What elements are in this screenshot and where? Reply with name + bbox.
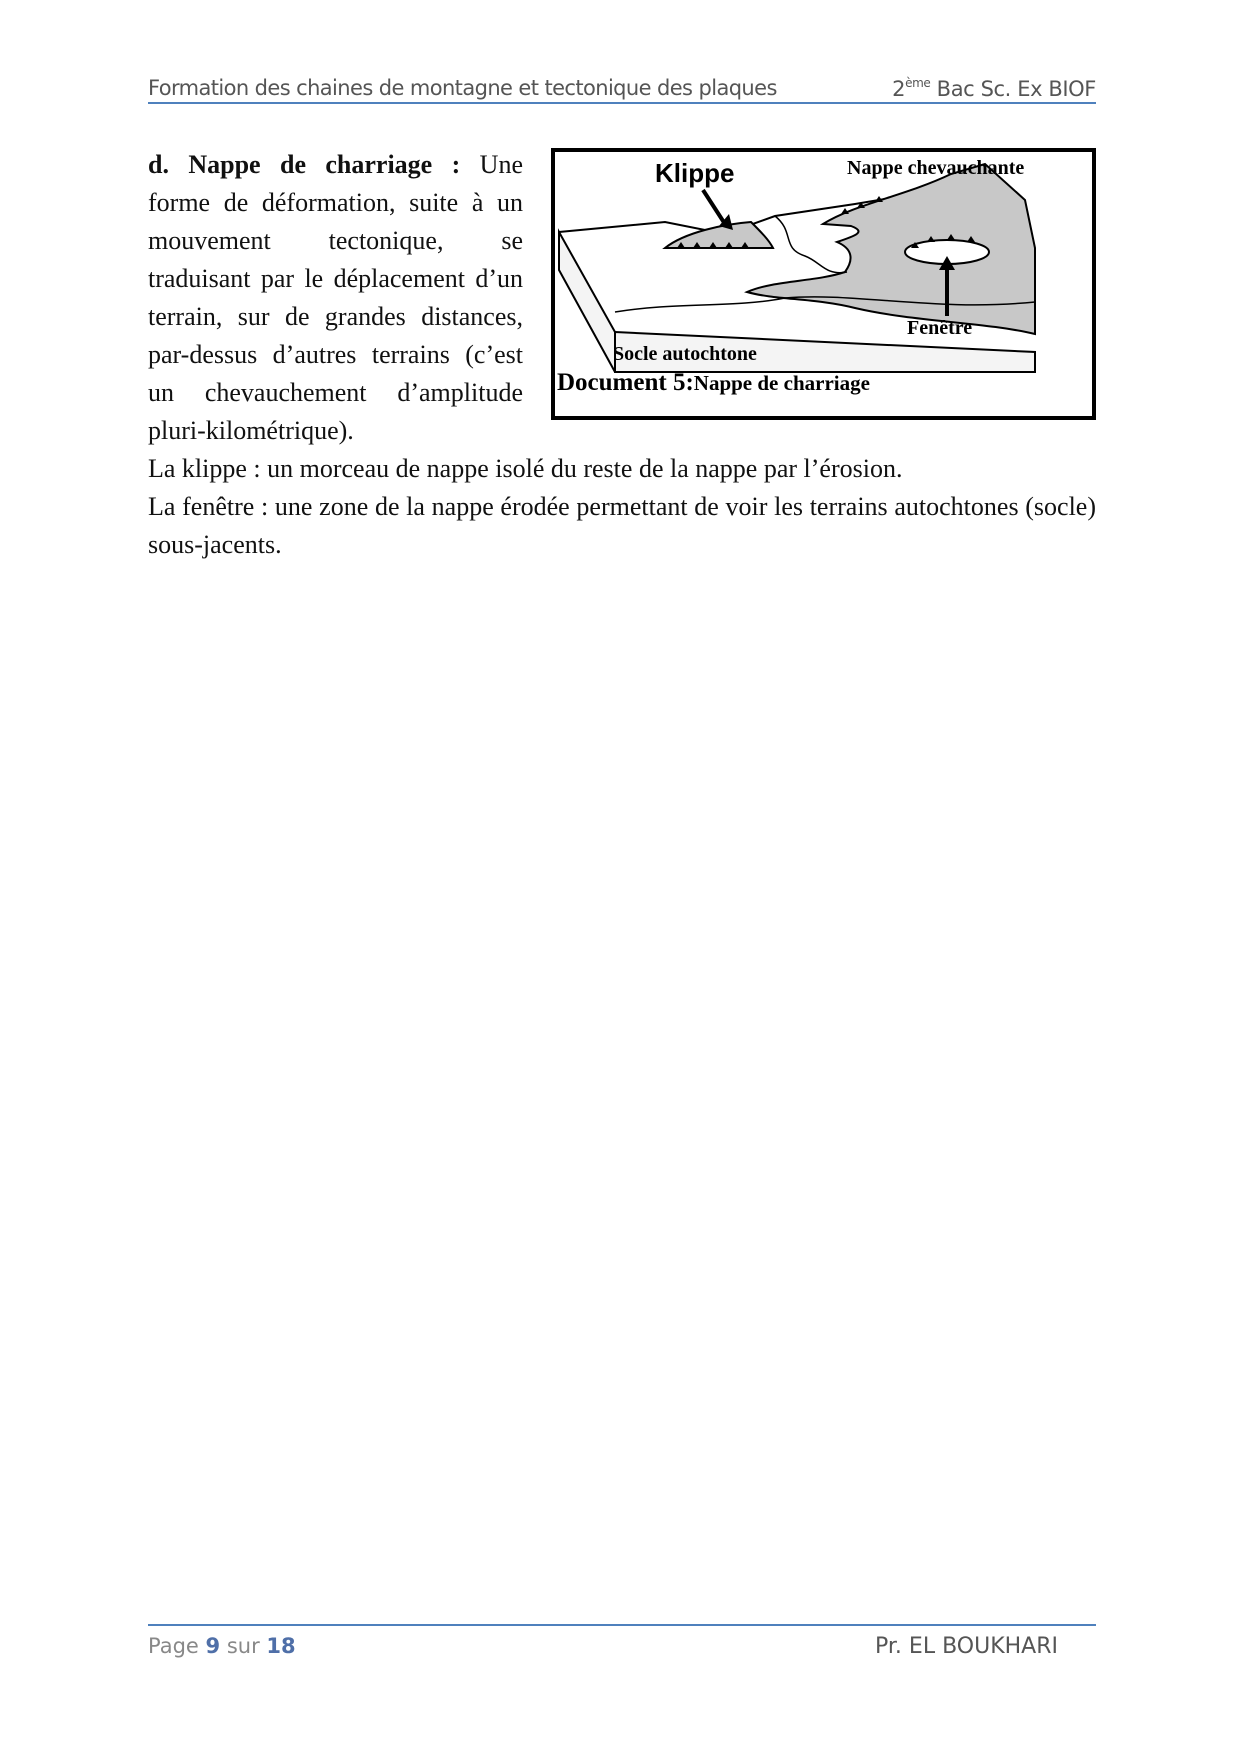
page-number: [148, 1634, 296, 1658]
figure-document-5: [551, 148, 1096, 420]
author-name: Pr. EL BOUKHARI: [875, 1634, 1058, 1659]
sur-word: sur: [220, 1634, 267, 1658]
caption-bold: Document 5:: [557, 369, 694, 396]
label-socle-autochtone: Socle autochtone: [613, 343, 757, 365]
label-nappe-chevauchante: Nappe chevauchante: [847, 157, 1025, 179]
main-content: [148, 146, 1096, 564]
label-fenetre: Fenêtre: [907, 317, 973, 339]
page-word: Page: [148, 1634, 206, 1658]
caption-rest: Nappe de charriage: [693, 371, 870, 395]
section-heading: d. Nappe de charriage :: [148, 150, 461, 179]
class-level: 2: [892, 77, 906, 101]
page-header: [148, 74, 1096, 104]
label-klippe: Klippe: [655, 158, 735, 188]
fenetre-definition: La fenêtre : une zone de la nappe érodée permettant de voir les terrains autochtones (socle) sous-jacents.: [148, 492, 1096, 559]
class-name: Bac Sc. Ex BIOF: [930, 77, 1096, 101]
klippe-definition: La klippe : un morceau de nappe isolé du reste de la nappe par l’érosion.: [148, 454, 903, 483]
figure-caption: [557, 369, 870, 396]
definition-text: Une forme de déformation, suite à un mouvement tectonique, se traduisant par le déplacement d’un terrain, sur de grandes distances, par-dessus d’autres terrains (c’est un chevauchement d’amplitude pluri-kilométrique).: [148, 150, 523, 445]
current-page: 9: [205, 1634, 221, 1658]
total-pages: 18: [266, 1634, 296, 1658]
page-footer: [148, 1624, 1096, 1666]
header-title: Formation des chaines de montagne et tectonique des plaques: [148, 76, 777, 100]
klippe-arrow: [703, 190, 725, 224]
header-class: [892, 76, 1096, 101]
nappe-diagram: [555, 152, 1092, 416]
class-level-sup: ème: [905, 76, 931, 90]
